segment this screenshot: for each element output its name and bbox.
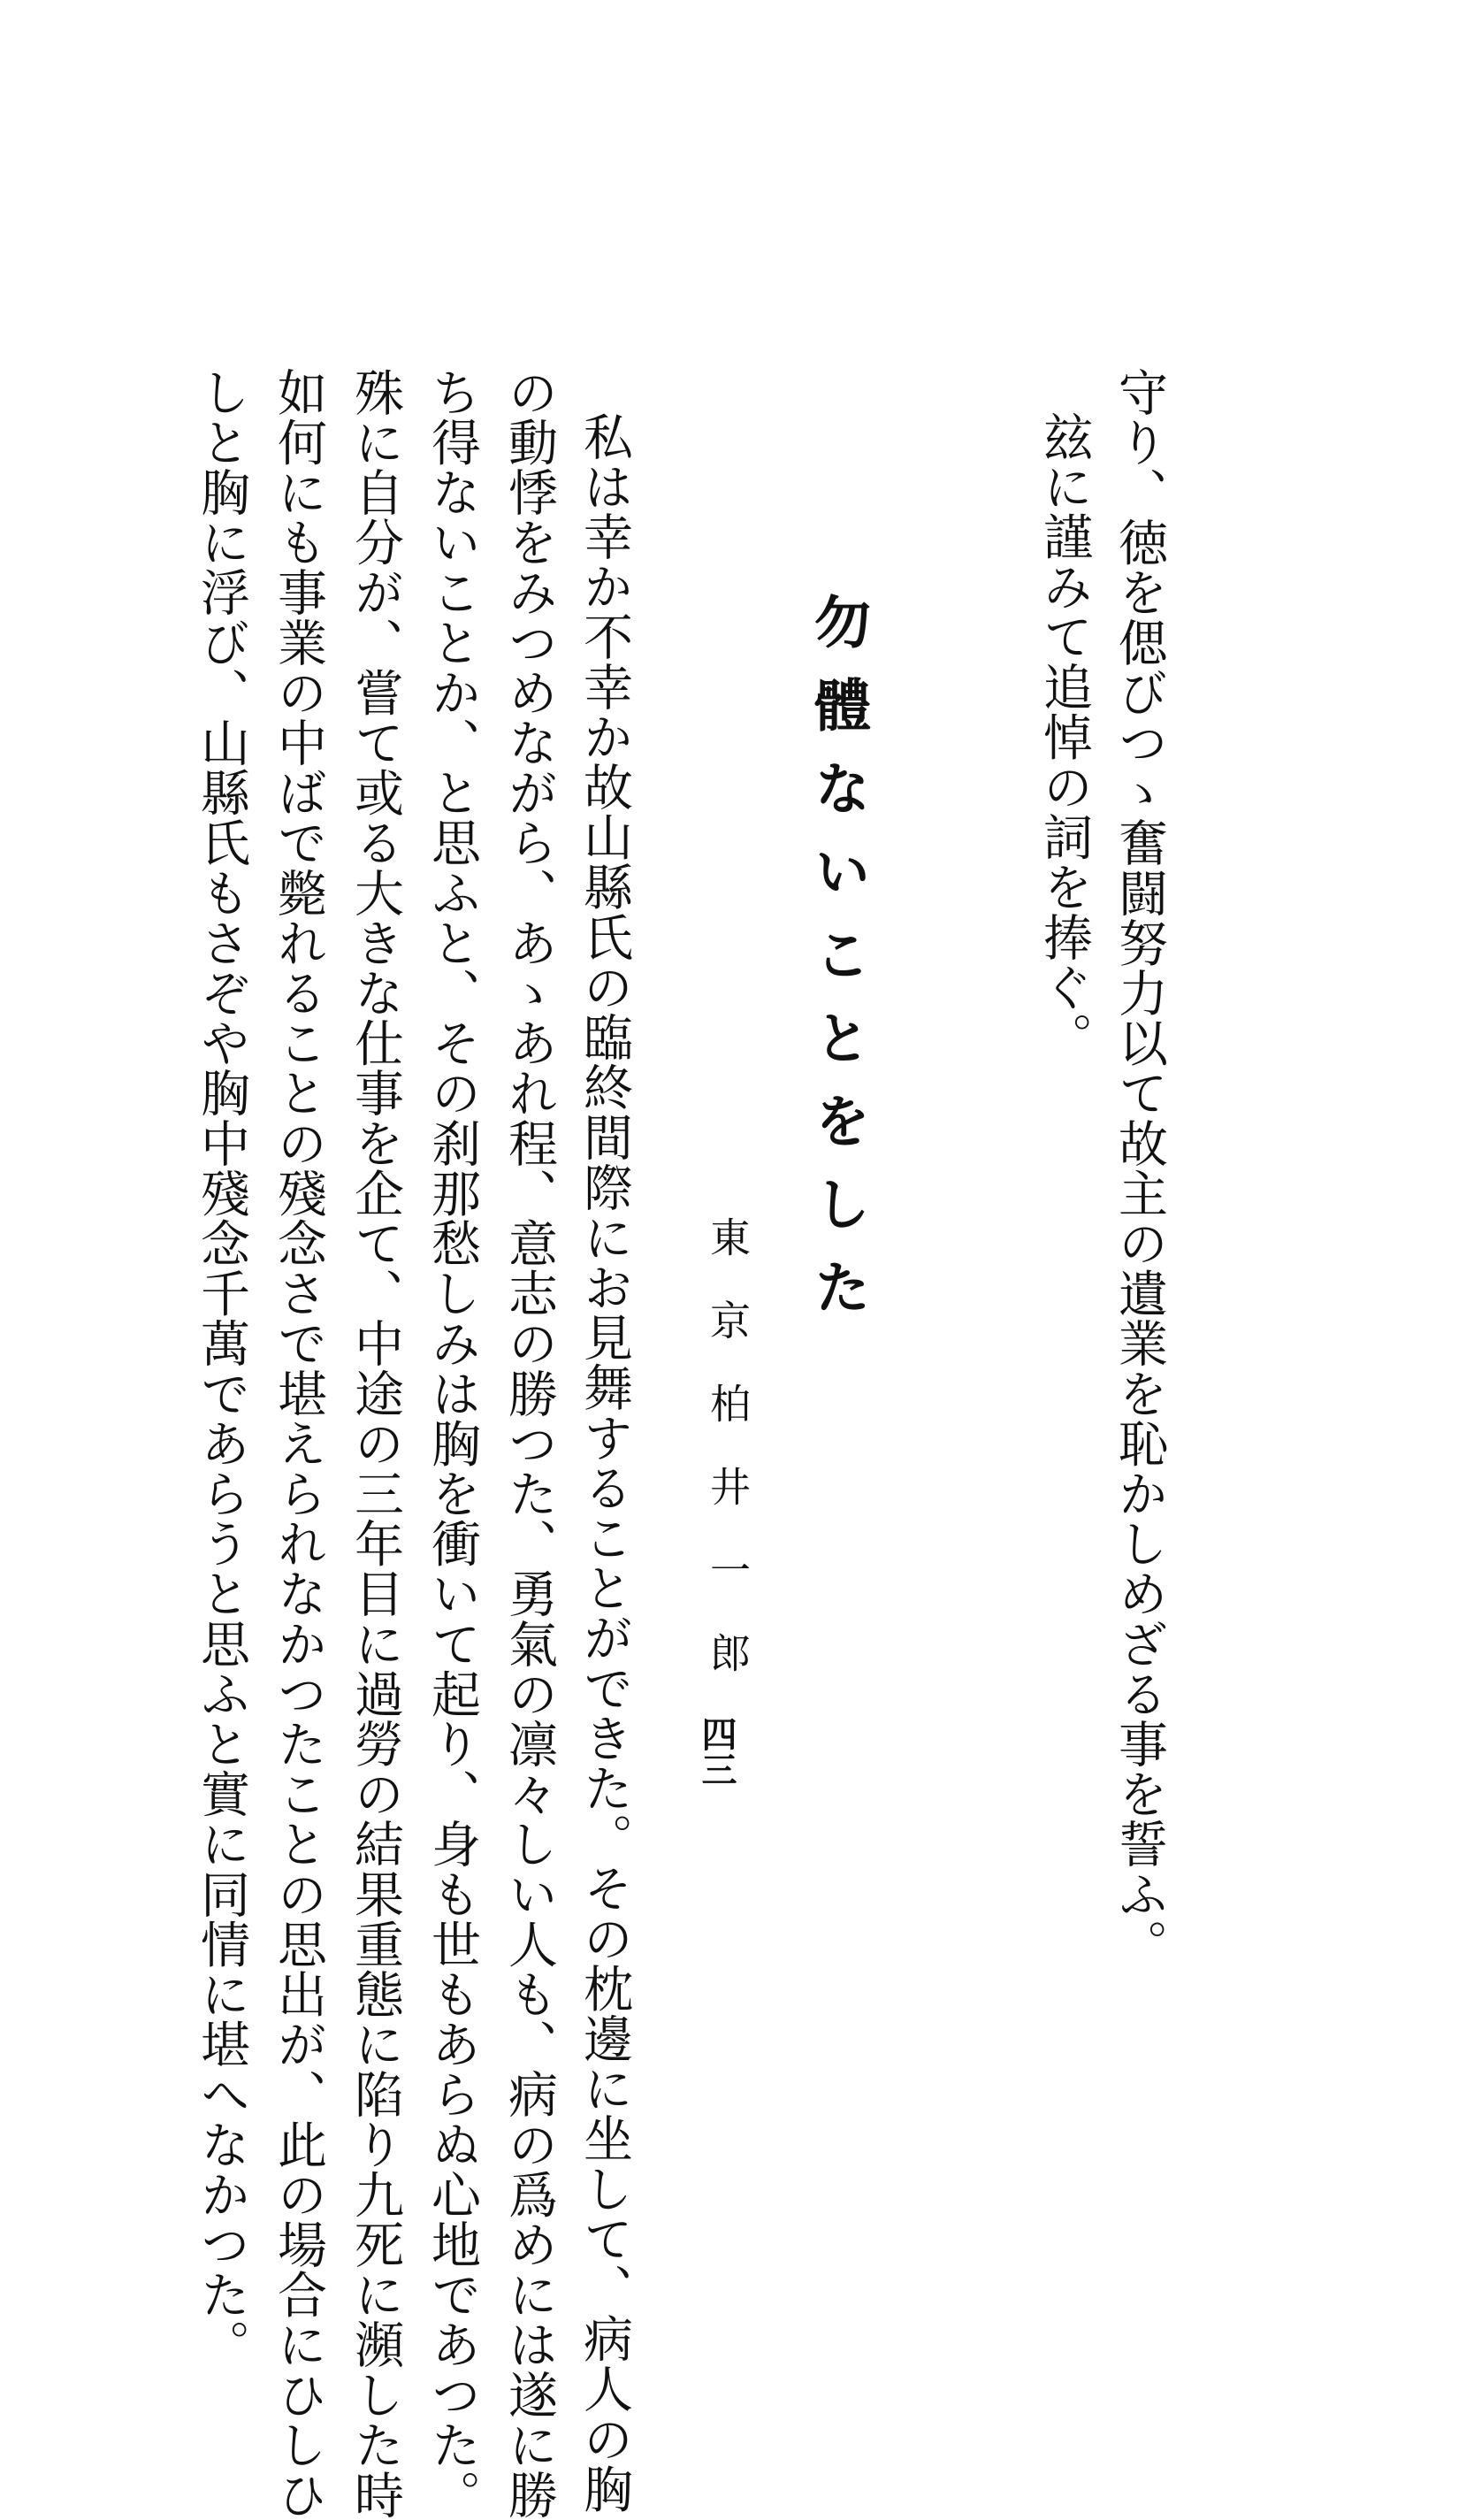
article-author: 東京柏井一郎 xyxy=(704,1216,752,1715)
paragraph-line-5: 如何にも事業の中ばで斃れることの殘念さで堪えられなかつたことの思出が、此の場合にひしひ xyxy=(270,367,327,2520)
page-number: 四三 xyxy=(696,1716,737,1787)
article-title: 勿體ないことをした xyxy=(805,593,871,1341)
paragraph-line-3: ち得ないことか、と思ふと、その刹那愁しみは胸を衝いて起り、身も世もあらぬ心地であつた。 xyxy=(424,367,481,2520)
paragraph-line-4: 殊に自分が、嘗て或る大きな仕事を企て、中途の三年目に過勞の結果重態に陷り九死に瀕した時 xyxy=(347,367,404,2520)
paragraph-line-2: の動悸をみつめながら、あゝあれ程、意志の勝つた、勇氣の凛々しい人も、病の爲めには遂に勝 xyxy=(500,367,558,2520)
paragraph-line-6: しと胸に浮び、山縣氏もさぞや胸中殘念千萬であらうと思ふと實に同情に堪へなかつた。 xyxy=(193,367,250,2370)
previous-text-line-1: 守り、徳を偲びつゝ奮闘努力以て故主の遺業を恥かしめざる事を誓ふ。 xyxy=(1111,367,1168,1970)
paragraph-line-1: 私は幸か不幸か故山縣氏の臨終間際にお見舞することができた。その枕邊に坐して、病人の胸 xyxy=(576,411,633,2515)
previous-text-line-2: 玆に謹みて追悼の詞を捧ぐ。 xyxy=(1035,411,1093,1062)
